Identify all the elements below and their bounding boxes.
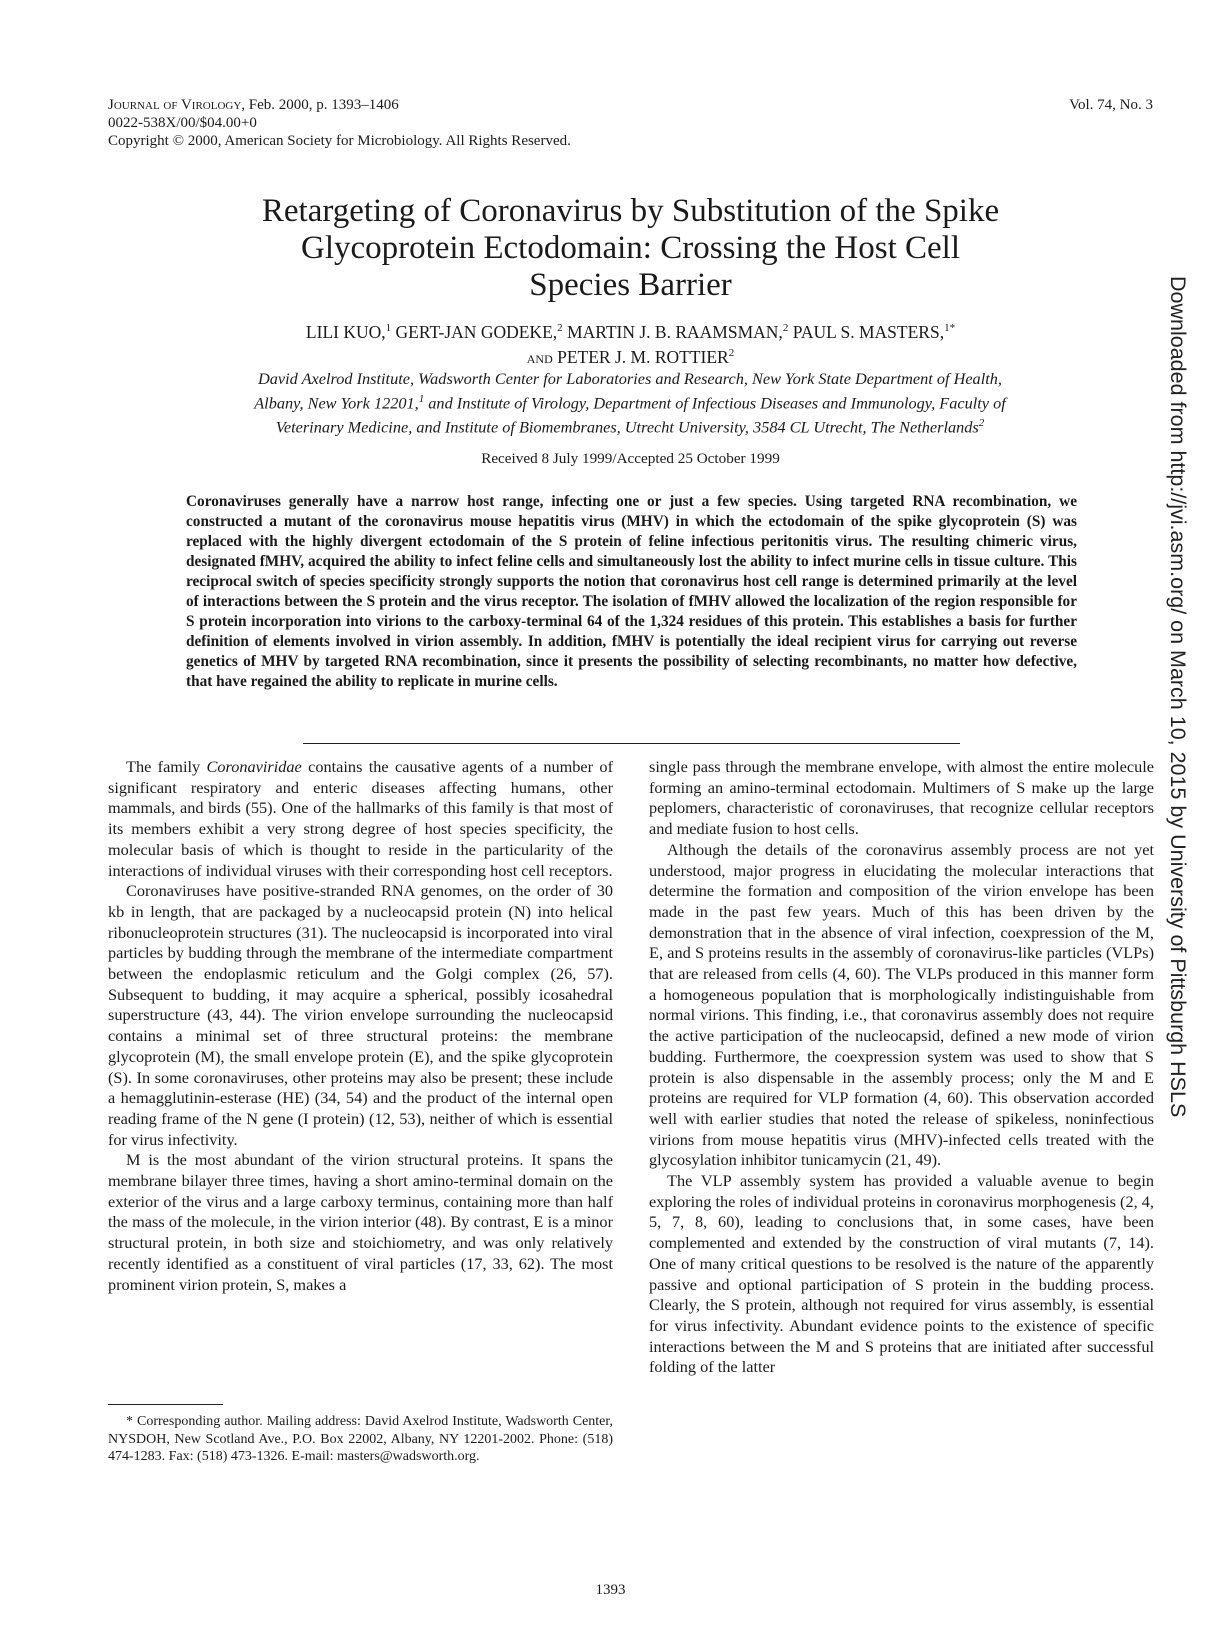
- author-name: PAUL S. MASTERS,: [788, 321, 945, 342]
- author-affiliation-mark: 2: [728, 346, 735, 359]
- page-number: 1393: [595, 1582, 626, 1598]
- affiliation-mark: 2: [978, 417, 985, 430]
- journal-header: [108, 96, 1153, 150]
- author-name: LILI KUO,: [305, 321, 386, 342]
- family-name-italic: Coronaviridae: [206, 757, 302, 776]
- body-paragraph: M is the most abundant of the virion structural proteins. It spans the membrane bilayer three times, having a short amino-terminal domain on the exterior of the virus and a large carboxy terminus, containing more than half the mass of the molecule, in the virion interior (48). By contrast, E is a minor structural protein, in both size and stoichiometry, and was only relatively recently identified as a constituent of viral particles (17, 33, 62). The most prominent virion protein, S, makes a: [108, 1150, 613, 1294]
- author-affiliation-mark: 1: [385, 322, 392, 334]
- journal-citation-line: [108, 96, 1153, 114]
- affiliation-text: Albany, New York 12201,: [254, 393, 419, 413]
- issn-line: 0022-538X/00/$04.00+0: [108, 115, 257, 131]
- journal-name: Journal of Virology: [108, 97, 242, 113]
- affiliations: [160, 369, 1100, 438]
- author-list: [108, 318, 1153, 368]
- download-watermark: Downloaded from http://jvi.asm.org/ on March 10, 2015 by University of Pittsburgh HSLS: [1166, 276, 1190, 1118]
- author-name: MARTIN J. B. RAAMSMAN,: [562, 321, 783, 342]
- title-line-2: Glycoprotein Ectodomain: Crossing the Host Cell: [300, 230, 960, 266]
- title-line-3: Species Barrier: [529, 267, 732, 303]
- paragraph-text: The family: [126, 757, 207, 776]
- affiliation-mark: 1: [418, 393, 425, 405]
- author-affiliation-mark: 2: [782, 322, 789, 334]
- body-paragraph: [108, 757, 613, 881]
- author-conjunction: and: [526, 346, 553, 367]
- abstract: Coronaviruses generally have a narrow host range, infecting one or just a few species. Using targeted RNA recombination, we constructed a mutant of the coronavirus mouse hepatitis virus (MHV) in which the ectodomain of the spike glycoprotein (S) was replaced with the highly divergent ectodomain of the S protein of feline infectious peritonitis virus. The resulting chimeric virus, designated fMHV, acquired the ability to infect feline cells and simultaneously lost the ability to infect murine cells in tissue culture. This reciprocal switch of species specificity strongly supports the notion that coronavirus host cell range is determined primarily at the level of interactions between the S protein and the virus receptor. The isolation of fMHV allowed the localization of the region responsible for S protein incorporation into virions to the carboxy-terminal 64 of the 1,324 residues of this protein. This establishes a basis for further definition of elements involved in virion assembly. In addition, fMHV is potentially the ideal recipient virus for carrying out reverse genetics of MHV by targeted RNA recombination, since it presents the possibility of selecting recombinants, no matter how defective, that have regained the ability to replicate in murine cells.: [186, 493, 1077, 690]
- body-paragraph: The VLP assembly system has provided a valuable avenue to begin exploring the roles of individual proteins in coronavirus morphogenesis (2, 4, 5, 7, 8, 60), leading to conclusions that, in some cases, have been complemented and extended by the construction of viral mutants (7, 14). One of many critical questions to be resolved is the nature of the apparently passive and optional participation of S protein in the budding process. Clearly, the S protein, although not required for virus assembly, is essential for virus infectivity. Abundant evidence points to the existence of specific interactions between the M and S proteins that are initiated after successful folding of the latter: [649, 1171, 1154, 1377]
- affiliation-text: Veterinary Medicine, and Institute of Biomembranes, Utrecht University, 3584 CL Utrecht, The Netherlands: [275, 417, 979, 437]
- body-paragraph: Coronaviruses have positive-stranded RNA genomes, on the order of 30 kb in length, that are packaged by a nucleocapsid protein (N) into helical ribonucleoprotein structures (31). The nucleocapsid is incorporated into viral particles by budding through the membrane of the intermediate compartment between the endoplasmic reticulum and the Golgi complex (26, 57). Subsequent to budding, it may acquire a spherical, possibly icosahedral superstructure (43, 44). The virion envelope surrounding the nucleocapsid contains a minimal set of three structural proteins: the membrane glycoprotein (M), the small envelope protein (E), and the spike glycoprotein (S). In some coronaviruses, other proteins may also be present; these include a hemagglutinin-esterase (HE) (34, 54) and the product of the internal open reading frame of the N gene (I protein) (12, 53), neither of which is essential for virus infectivity.: [108, 881, 613, 1149]
- affiliation-line-3: [160, 413, 1100, 437]
- title-line-1: Retargeting of Coronavirus by Substitution of the Spike: [261, 193, 1000, 229]
- footnote-text: * Corresponding author. Mailing address: David Axelrod Institute, Wadsworth Center, NYSDOH, New Scotland Ave., P.O. Box 22002, Albany, NY 12201-2002. Phone: (518) 474-1283. Fax: (518) 473-1326. E-mail: masters@wadsworth.org.: [108, 1414, 613, 1464]
- affiliation-line-1: David Axelrod Institute, Wadsworth Center for Laboratories and Research, New York State Department of Health,: [258, 369, 1002, 388]
- paragraph-text: contains the causative agents of a number of significant respiratory and enteric diseases affecting humans, other mammals, and birds (55). One of the hallmarks of this family is that most of its members exhibit a very strong degree of host species specificity, the molecular basis of which is thought to reside in the particularity of the interactions of individual viruses with their corresponding host cell receptors.: [108, 757, 613, 880]
- left-column: [108, 757, 613, 1295]
- volume-number: Vol. 74, No. 3: [1069, 97, 1153, 113]
- author-affiliation-mark: 1*: [944, 322, 956, 334]
- authors-line-1: [108, 318, 1153, 343]
- body-paragraph: Although the details of the coronavirus assembly process are not yet understood, major progress in elucidating the molecular interactions that determine the formation and composition of the virion envelope has been made in the past few years. Much of this has been driven by the demonstration that in the absence of viral infection, coexpression of the M, E, and S proteins results in the assembly of coronavirus-like particles (VLPs) that are released from cells (4, 60). The VLPs produced in this manner form a homogeneous population that is morphologically indistinguishable from normal virions. This finding, i.e., that coronavirus assembly does not require the active participation of the nucleocapsid, defined a new mode of virion budding. Furthermore, the coexpression system was used to show that S protein is also dispensable in the assembly process; only the M and E proteins are required for VLP formation (4, 60). This observation accorded well with earlier studies that noted the release of spikeless, noninfectious virions from mouse hepatitis virus (MHV)-infected cells treated with the glycosylation inhibitor tunicamycin (21, 49).: [649, 839, 1154, 1170]
- received-dates: Received 8 July 1999/Accepted 25 October 1999: [481, 450, 780, 467]
- article-title: [108, 193, 1153, 304]
- authors-line-2: [108, 343, 1153, 368]
- journal-citation: , Feb. 2000, p. 1393–1406: [241, 97, 399, 113]
- author-name: PETER J. M. ROTTIER: [552, 346, 729, 367]
- affiliation-text: and Institute of Virology, Department of Infectious Diseases and Immunology, Faculty of: [424, 393, 1006, 413]
- footnote-divider: [108, 1404, 223, 1405]
- author-affiliation-mark: 2: [557, 322, 563, 334]
- copyright-line: Copyright © 2000, American Society for Microbiology. All Rights Reserved.: [108, 133, 571, 149]
- author-name: GERT-JAN GODEKE,: [391, 321, 558, 342]
- right-column: [649, 757, 1154, 1378]
- body-paragraph: single pass through the membrane envelope, with almost the entire molecule forming an amino-terminal ectodomain. Multimers of S make up the large peplomers, characteristic of coronaviruses, that recognize cellular receptors and mediate fusion to host cells.: [649, 757, 1154, 839]
- corresponding-author-footnote: [108, 1413, 613, 1466]
- abstract-divider: [303, 743, 960, 744]
- affiliation-line-2: [160, 389, 1100, 413]
